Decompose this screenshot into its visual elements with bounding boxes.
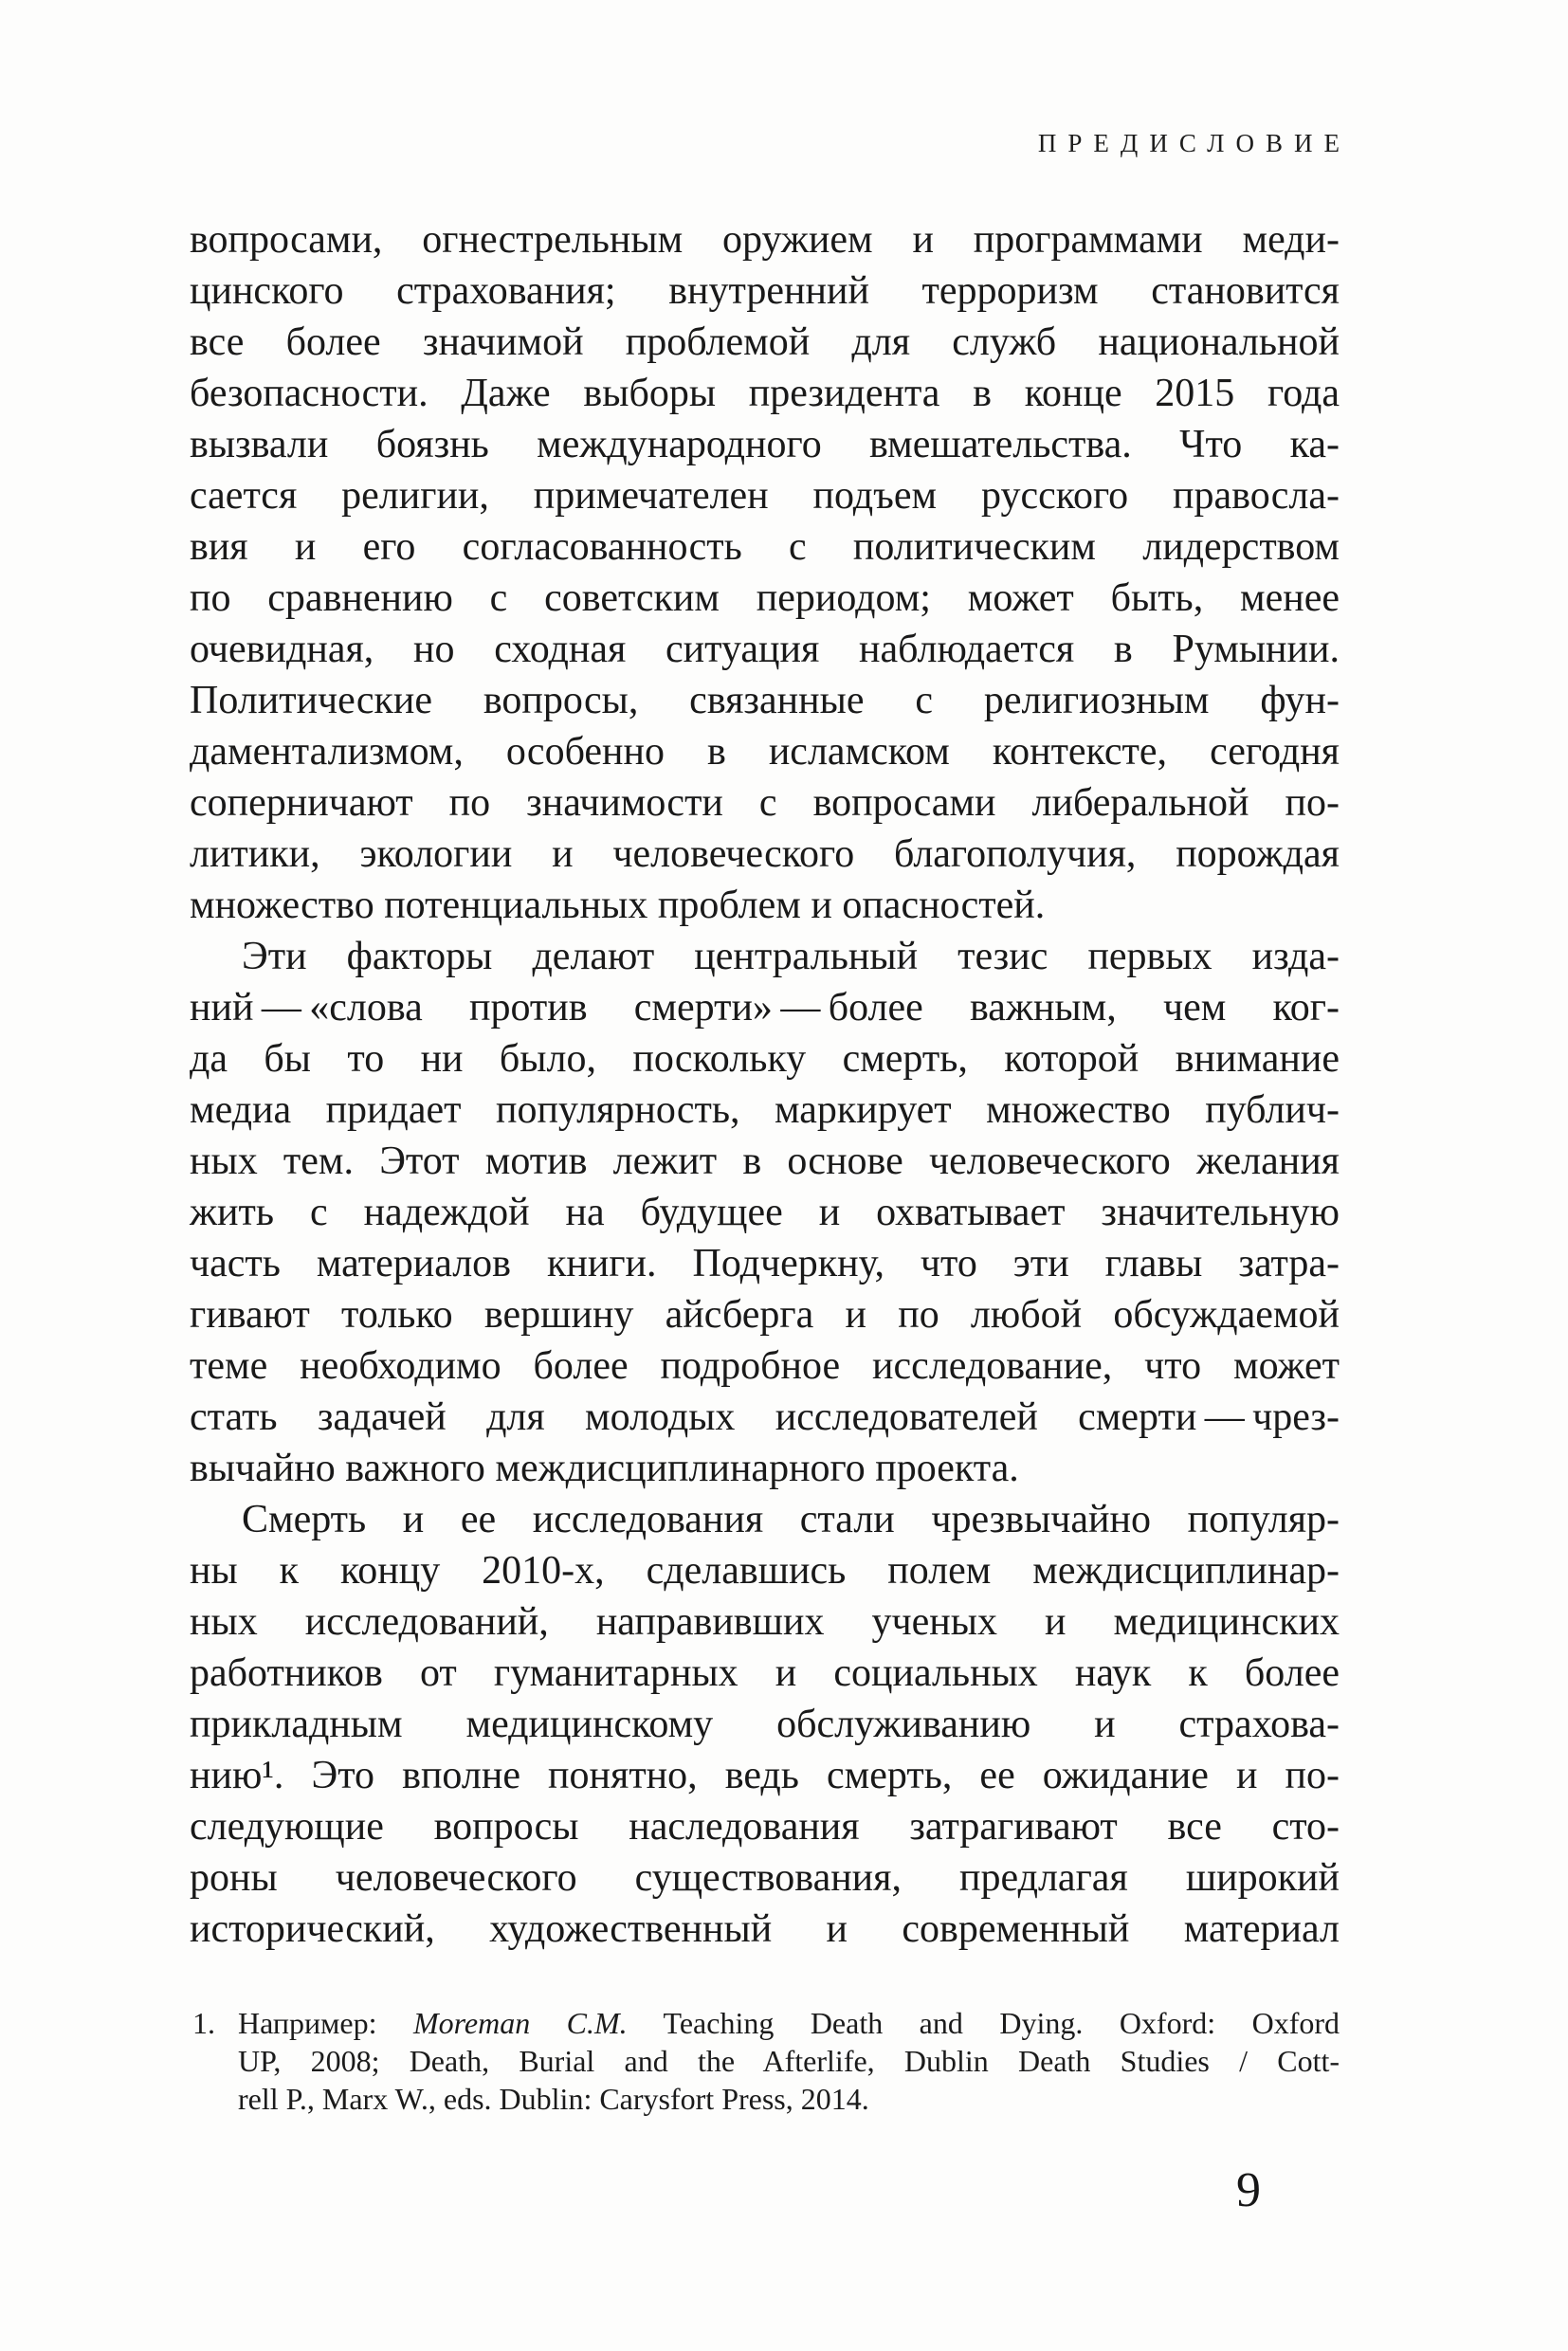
footnote-line	[238, 2004, 1340, 2042]
text-line: роны человеческого существования, предлагая широкий	[190, 1856, 1340, 1900]
text-line: безопасности. Даже выборы президента в конце 2015 года	[190, 372, 1340, 415]
footnote	[190, 2004, 1340, 2118]
text-line: множество потенциальных проблем и опасностей.	[190, 884, 1046, 927]
text-line: по сравнению с советским периодом; может быть, менее	[190, 576, 1340, 620]
text-line: Эти факторы делают центральный тезис первых изда-	[242, 935, 1340, 978]
footnote-line	[238, 2042, 1340, 2080]
text-line: очевидная, но сходная ситуация наблюдается в Румынии.	[190, 628, 1340, 671]
footnote-line	[238, 2080, 1340, 2118]
footnote-italic-text: Moreman C.M.	[412, 2006, 628, 2040]
paragraph	[190, 1494, 1340, 1955]
text-line: медиа придает популярность, маркирует множество публич-	[190, 1088, 1340, 1132]
footnote-text: Например:	[238, 2006, 413, 2040]
text-line: вычайно важного междисциплинарного проекта.	[190, 1447, 1019, 1490]
body-text	[190, 214, 1340, 1955]
page-number: 9	[1236, 2163, 1261, 2217]
text-line: жить с надеждой на будущее и охватывает значительную	[190, 1191, 1340, 1234]
text-line: цинского страхования; внутренний терроризм становится	[190, 269, 1340, 313]
text-line: следующие вопросы наследования затрагивают все сто-	[190, 1805, 1340, 1849]
text-line: гивают только вершину айсберга и по любой обсуждаемой	[190, 1293, 1340, 1337]
text-line: ных тем. Этот мотив лежит в основе человеческого желания	[190, 1139, 1340, 1183]
text-line: Политические вопросы, связанные с религиозным фун-	[190, 679, 1340, 722]
running-head: ПРЕДИСЛОВИЕ	[1037, 129, 1351, 157]
text-line: ных исследований, направивших ученых и медицинских	[190, 1600, 1340, 1644]
text-line: да бы то ни было, поскольку смерть, которой внимание	[190, 1037, 1340, 1081]
footnote-lines	[238, 2004, 1340, 2118]
text-line: прикладным медицинскому обслуживанию и страхова-	[190, 1703, 1340, 1746]
text-line: нию¹. Это вполне понятно, ведь смерть, ее ожидание и по-	[190, 1754, 1340, 1797]
text-line: даментализмом, особенно в исламском контексте, сегодня	[190, 730, 1340, 774]
footnote-text: UP, 2008; Death, Burial and the Afterlife, Dublin Death Studies / Cott-	[238, 2044, 1340, 2078]
text-line: все более значимой проблемой для служб национальной	[190, 320, 1340, 364]
text-line: исторический, художественный и современный материал	[190, 1907, 1340, 1951]
text-line: вия и его согласованность с политическим лидерством	[190, 525, 1340, 569]
footnote-text: rell P., Marx W., eds. Dublin: Carysfort Press, 2014.	[238, 2082, 869, 2116]
text-line: Смерть и ее исследования стали чрезвычайно популяр-	[242, 1498, 1340, 1541]
text-line: вопросами, огнестрельным оружием и программами меди-	[190, 218, 1340, 262]
text-line: теме необходимо более подробное исследование, что может	[190, 1344, 1340, 1388]
text-line: литики, экологии и человеческого благополучия, порождая	[190, 832, 1340, 876]
text-line: ны к концу 2010-х, сделавшись полем междисциплинар-	[190, 1549, 1340, 1593]
paragraph	[190, 931, 1340, 1494]
paragraph	[190, 214, 1340, 931]
text-line: стать задачей для молодых исследователей смерти — чрез-	[190, 1395, 1340, 1439]
text-line: сается религии, примечателен подъем русского правосла-	[190, 474, 1340, 518]
text-line: работников от гуманитарных и социальных наук к более	[190, 1651, 1340, 1695]
text-line: вызвали боязнь международного вмешательства. Что ка-	[190, 423, 1340, 466]
text-line: часть материалов книги. Подчеркну, что эти главы затра-	[190, 1242, 1340, 1285]
footnote-text: Teaching Death and Dying. Oxford: Oxford	[627, 2006, 1340, 2040]
text-line: соперничают по значимости с вопросами либеральной по-	[190, 781, 1340, 825]
footnote-marker: 1.	[192, 2006, 215, 2040]
text-line: ний — «слова против смерти» — более важным, чем ког-	[190, 986, 1340, 1030]
